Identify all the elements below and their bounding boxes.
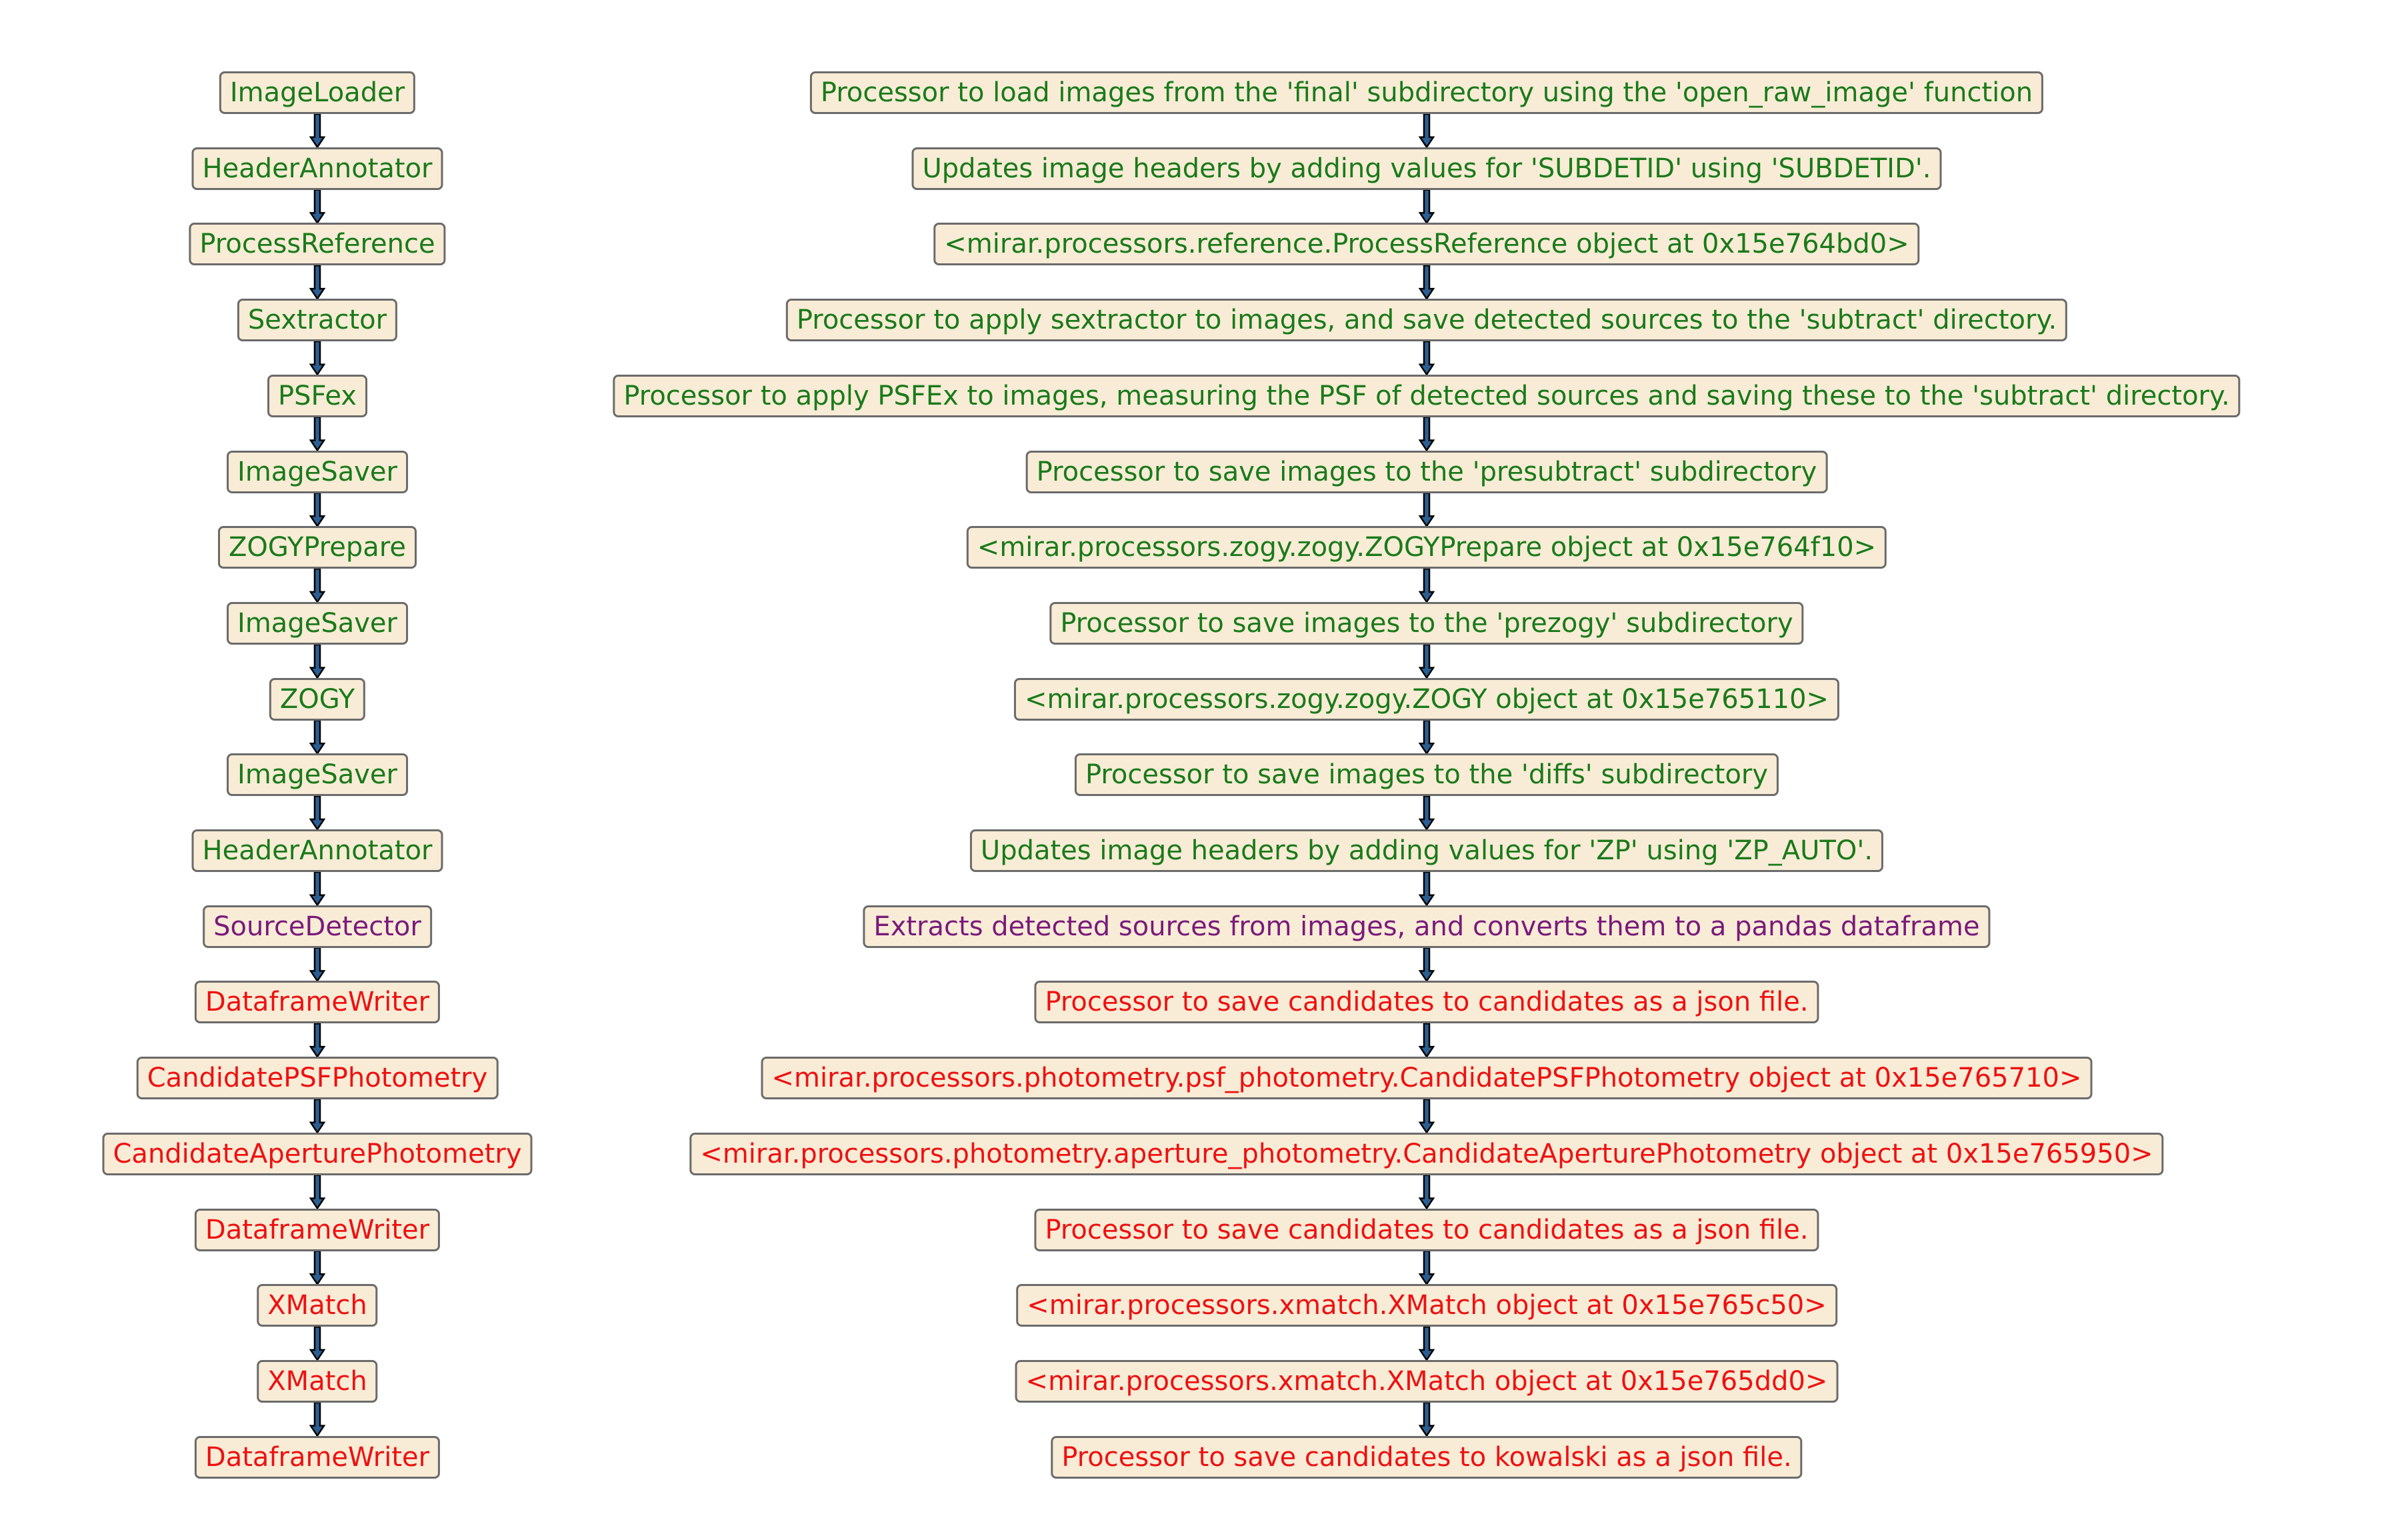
processor-description-node: <mirar.processors.zogy.zogy.ZOGYPrepare object at 0x15e764f10> [967, 526, 1887, 569]
description-flow-arrow [1420, 872, 1433, 905]
processor-description-node: <mirar.processors.reference.ProcessReference object at 0x15e764bd0> [933, 223, 1919, 265]
name-flow-arrow [311, 569, 324, 602]
description-flow-arrow [1420, 1175, 1433, 1209]
processor-name-node: CandidateAperturePhotometry [103, 1133, 533, 1175]
name-flow-arrow [311, 341, 324, 375]
name-flow-arrow [311, 265, 324, 299]
processor-description-node: Processor to save images to the 'diffs' subdirectory [1075, 753, 1779, 796]
description-flow-arrow [1420, 721, 1433, 754]
processor-name-node: DataframeWriter [195, 1209, 440, 1251]
processor-name-node: XMatch [257, 1284, 377, 1327]
processor-name-node: HeaderAnnotator [192, 147, 443, 190]
processor-description-node: Processor to load images from the 'final' subdirectory using the 'open_raw_image' function [810, 71, 2043, 114]
name-flow-arrow [311, 645, 324, 678]
name-flow-arrow [311, 1023, 324, 1057]
description-flow-arrow [1420, 1403, 1433, 1436]
processor-name-node: ImageSaver [227, 753, 408, 796]
processor-description-node: Processor to save candidates to candidates as a json file. [1034, 981, 1819, 1023]
processor-description-node: Processor to save images to the 'prezogy' subdirectory [1049, 602, 1803, 645]
name-flow-arrow [311, 1099, 324, 1133]
processor-name-node: DataframeWriter [195, 1436, 440, 1479]
processor-name-node: PSFex [267, 375, 367, 417]
processor-description-node: <mirar.processors.zogy.zogy.ZOGY object at 0x15e765110> [1014, 678, 1839, 721]
processor-name-node: ImageSaver [227, 602, 408, 645]
description-flow-arrow [1420, 190, 1433, 223]
processor-name-node: SourceDetector [203, 905, 432, 948]
processor-description-node: Updates image headers by adding values for 'SUBDETID' using 'SUBDETID'. [912, 147, 1942, 190]
description-flow-arrow [1420, 1327, 1433, 1360]
processor-name-node: ZOGYPrepare [218, 526, 417, 569]
name-flow-arrow [311, 1251, 324, 1285]
name-flow-arrow [311, 190, 324, 223]
description-flow-arrow [1420, 417, 1433, 451]
description-flow-arrow [1420, 1023, 1433, 1057]
processor-description-node: Updates image headers by adding values for 'ZP' using 'ZP_AUTO'. [970, 829, 1883, 872]
processor-description-node: Processor to save images to the 'presubtract' subdirectory [1026, 451, 1828, 493]
name-flow-arrow [311, 417, 324, 451]
name-flow-arrow [311, 114, 324, 147]
description-flow-arrow [1420, 645, 1433, 678]
name-flow-arrow [311, 721, 324, 754]
processor-description-node: <mirar.processors.photometry.aperture_photometry.CandidateAperturePhotometry object at 0x15e765950> [689, 1133, 2163, 1175]
description-flow-arrow [1420, 948, 1433, 981]
processor-name-node: HeaderAnnotator [192, 829, 443, 872]
description-flow-arrow [1420, 569, 1433, 602]
processor-name-node: DataframeWriter [195, 981, 440, 1023]
processor-description-node: <mirar.processors.xmatch.XMatch object at 0x15e765c50> [1016, 1284, 1837, 1327]
description-flow-arrow [1420, 265, 1433, 299]
description-flow-arrow [1420, 493, 1433, 527]
name-flow-arrow [311, 1403, 324, 1436]
processor-name-node: ImageLoader [219, 71, 415, 114]
name-flow-arrow [311, 872, 324, 905]
processor-name-node: Sextractor [237, 299, 397, 341]
processor-name-node: ZOGY [269, 678, 365, 721]
processor-name-node: CandidatePSFPhotometry [137, 1057, 499, 1099]
name-flow-arrow [311, 1175, 324, 1209]
description-flow-arrow [1420, 341, 1433, 375]
processor-name-node: XMatch [257, 1360, 377, 1403]
name-flow-arrow [311, 1327, 324, 1360]
processor-description-node: Extracts detected sources from images, and converts them to a pandas dataframe [863, 905, 1990, 948]
processor-description-node: <mirar.processors.xmatch.XMatch object at 0x15e765dd0> [1015, 1360, 1839, 1403]
name-flow-arrow [311, 948, 324, 981]
description-flow-arrow [1420, 114, 1433, 147]
description-flow-arrow [1420, 796, 1433, 829]
processor-description-node: Processor to apply sextractor to images, and save detected sources to the 'subtract' directory. [786, 299, 2067, 341]
description-flow-arrow [1420, 1251, 1433, 1285]
processor-name-node: ProcessReference [189, 223, 445, 265]
processor-description-node: Processor to save candidates to candidates as a json file. [1034, 1209, 1819, 1251]
processor-name-node: ImageSaver [227, 451, 408, 493]
processor-description-node: Processor to apply PSFEx to images, measuring the PSF of detected sources and saving these to the 'subtract' directory. [613, 375, 2240, 417]
name-flow-arrow [311, 796, 324, 829]
processor-description-node: <mirar.processors.photometry.psf_photometry.CandidatePSFPhotometry object at 0x15e765710> [761, 1057, 2093, 1099]
name-flow-arrow [311, 493, 324, 527]
processor-description-node: Processor to save candidates to kowalski as a json file. [1051, 1436, 1802, 1479]
description-flow-arrow [1420, 1099, 1433, 1133]
